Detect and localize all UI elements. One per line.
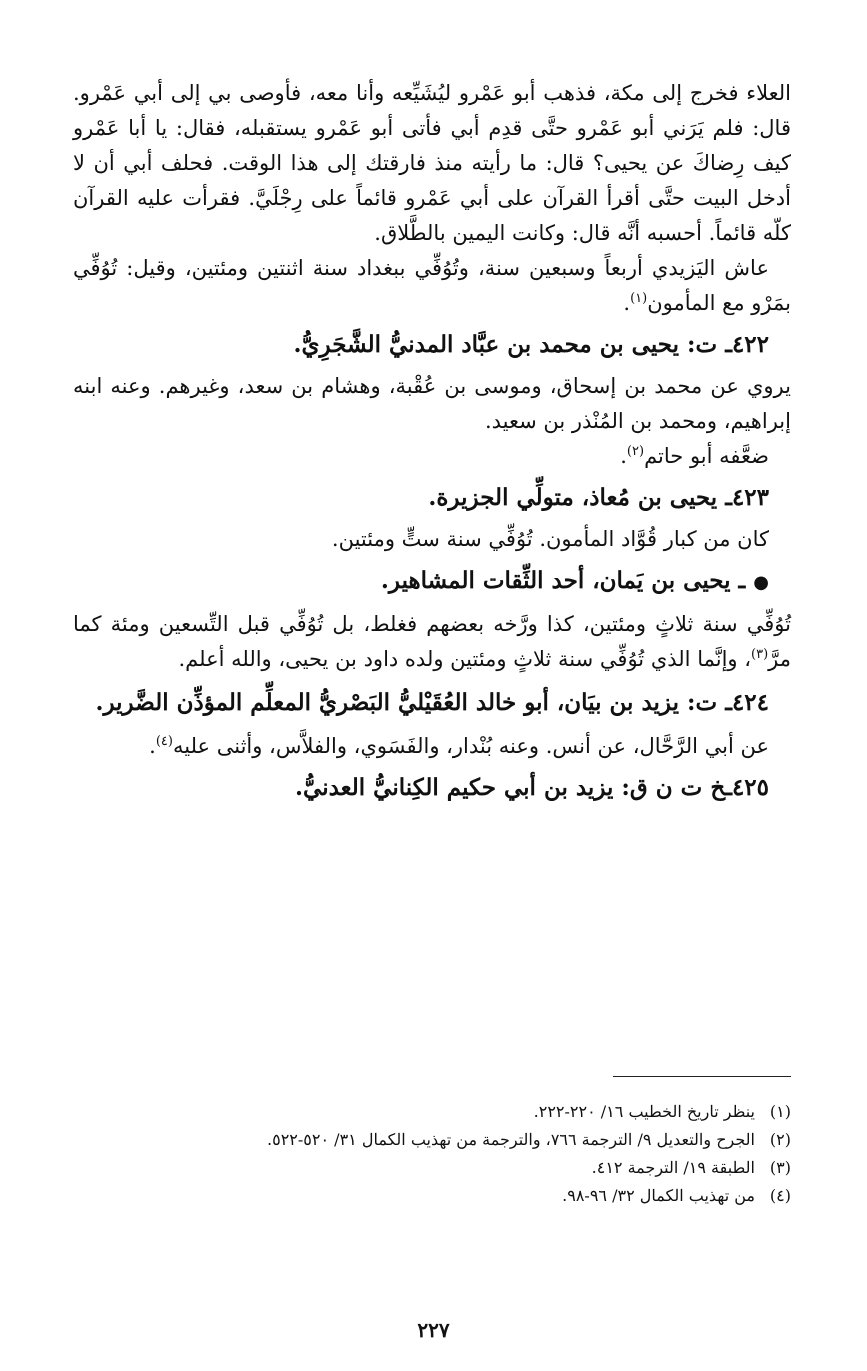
footnote-marker: (٢)	[626, 444, 645, 459]
footnote-marker: (٣)	[751, 647, 769, 662]
entry-number: ٤٢٢ـ	[725, 331, 769, 358]
paragraph-end: .	[149, 734, 156, 758]
footnote-item	[73, 1154, 791, 1182]
entry-title: خ ت ن ق: يزيد بن أبي حكيم الكِنانيُّ العدنيُّ.	[295, 774, 726, 801]
entry-heading-425	[73, 768, 791, 808]
footnote-text: الطبقة ١٩/ الترجمة ٤١٢.	[591, 1158, 755, 1177]
footnote-item	[73, 1182, 791, 1210]
footnote-marker: (٤)	[155, 734, 173, 749]
paragraph-end: .	[623, 291, 631, 315]
entry-heading-424	[73, 681, 791, 725]
entry-title: ت: يحيى بن محمد بن عبَّاد المدنيُّ الشَّجَرِيُّ.	[293, 331, 726, 358]
entry-heading-422	[73, 325, 791, 365]
footnote-number: (٤)	[769, 1186, 791, 1205]
entry-number: ٤٢٣ـ	[725, 484, 769, 511]
paragraph-text: عن أبي الرَّحَّال، عن أنس. وعنه بُنْدار، والفَسَوي، والفلاَّس، وأثنى عليه	[172, 734, 769, 758]
page-number: ٢٢٧	[417, 1318, 450, 1342]
entry-number: ٤٢٥ـ	[725, 774, 769, 801]
footnote-divider	[613, 1076, 791, 1077]
bullet-icon: ●	[753, 572, 769, 593]
paragraph-yazidi-death	[73, 251, 791, 321]
footnote-text: الجرح والتعديل ٩/ الترجمة ٧٦٦، والترجمة من تهذيب الكمال ٣١/ ٥٢٠-٥٢٢.	[267, 1130, 755, 1149]
entry-title: ت: يزيد بن بيَان، أبو خالد العُقَيْليُّ البَصْريُّ المعلِّم المؤذِّن الضَّرير.	[95, 689, 726, 716]
footnote-text: ينظر تاريخ الخطيب ١٦/ ٢٢٠-٢٢٢.	[533, 1102, 755, 1121]
entry-heading-yaman	[73, 561, 791, 603]
paragraph-text: تُوُفِّي سنة ثلاثٍ ومئتين، كذا ورَّخه بعضهم فغلط، بل تُوُفِّي قبل التِّسعين ومئة كما مرَّ	[73, 612, 791, 671]
entry-number: ٤٢٤ـ	[725, 689, 769, 716]
footnote-number: (٢)	[769, 1130, 791, 1149]
paragraph-entry-424	[73, 729, 791, 764]
footnote-item	[73, 1098, 791, 1126]
entry-title: ـ يحيى بن يَمان، أحد الثِّقات المشاهير.	[380, 567, 754, 594]
entry-title: يحيى بن مُعاذ، متولِّي الجزيرة.	[428, 484, 726, 511]
footnote-text: من تهذيب الكمال ٣٢/ ٩٦-٩٨.	[562, 1186, 755, 1205]
entry-heading-423	[73, 478, 791, 518]
footnote-number: (١)	[769, 1102, 791, 1121]
paragraph-entry-423: كان من كبار قُوَّاد المأمون. تُوُفِّي سنة ستٍّ ومئتين.	[331, 527, 769, 551]
paragraph-end: .	[620, 444, 627, 468]
paragraph-text: عاش اليَزيدي أربعاً وسبعين سنة، وتُوُفِّي ببغداد سنة اثنتين ومئتين، وقيل: تُوُفِّي بمَرْو مع المأمون	[73, 256, 791, 315]
main-text	[73, 76, 791, 812]
footnote-marker: (١)	[630, 291, 648, 306]
paragraph-continuation: العلاء فخرج إلى مكة، فذهب أبو عَمْرو ليُشَيِّعه وأنا معه، فأوصى بي إلى أبي عَمْرو. قال: فلم يَرَني أبو عَمْرو حتَّى قدِم أبي فأتى أبو عَمْرو يستقبله، فقال: يا أبا عَمْرو كيف رِضاكَ عن يحيى؟ قال: ما رأيته منذ فارقتك إلى هذا الوقت. فحلف أبي أن لا أدخل البيت حتَّى أقرأ القرآن على أبي عَمْرو قائماً على رِجْلَيَّ. فقرأت عليه القرآن كلّه قائماً. أحسبه أنَّه قال: وكانت اليمين بالطَّلاق.	[73, 81, 791, 245]
footnotes	[73, 1098, 791, 1210]
footnote-number: (٣)	[769, 1158, 791, 1177]
paragraph-entry-422: يروي عن محمد بن إسحاق، وموسى بن عُقْبة، وهشام بن سعد، وغيرهم. وعنه ابنه إبراهيم، ومحمد بن المُنْذر بن سعيد.	[73, 374, 791, 433]
paragraph-yaman	[73, 607, 791, 677]
footnote-item	[73, 1126, 791, 1154]
paragraph-text: ضعَّفه أبو حاتم	[644, 444, 769, 468]
paragraph-text-cont: ، وإنَّما الذي تُوُفِّي سنة ثلاثٍ ومئتين ولده داود بن يحيى، والله أعلم.	[178, 647, 752, 671]
paragraph-abu-hatim	[73, 439, 791, 474]
